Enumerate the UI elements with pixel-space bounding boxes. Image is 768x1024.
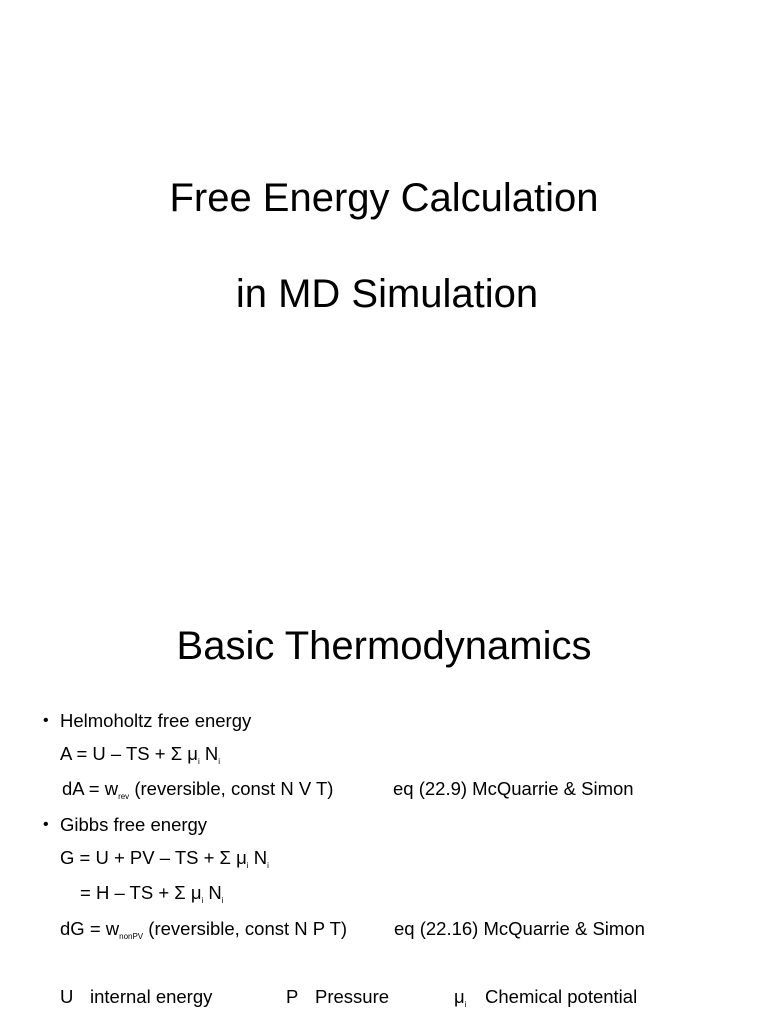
helmholtz-differential: [62, 778, 333, 800]
gibbs-heading: Gibbs free energy: [60, 814, 208, 835]
helmholtz-reference: eq (22.9) McQuarrie & Simon: [393, 778, 634, 799]
legend-p-symbol: P: [286, 986, 299, 1007]
helmholtz-eq-part: A = U – TS + Σ μ: [60, 743, 198, 764]
helmholtz-eq-sub: i: [218, 757, 221, 766]
helmholtz-diff-part: dA = w: [62, 778, 119, 799]
slide-basic-thermodynamics: [0, 560, 768, 1024]
legend-mu-symbol: [454, 986, 466, 1008]
title-line-2: in MD Simulation: [235, 272, 539, 316]
legend-u-label: internal energy: [90, 986, 213, 1007]
legend-p-label: Pressure: [315, 986, 390, 1007]
legend-mu-sub: i: [464, 1000, 467, 1009]
legend-u-symbol: U: [60, 986, 74, 1007]
helmholtz-heading: Helmoholtz free energy: [60, 710, 252, 731]
gibbs-reference: eq (22.16) McQuarrie & Simon: [394, 918, 645, 939]
gibbs-enthalpy-form: [80, 882, 224, 904]
gibbs-eq-part: N: [248, 847, 268, 868]
gibbs-diff-part: (reversible, const N P T): [143, 918, 348, 939]
gibbs-diff-sub: nonPV: [119, 932, 144, 941]
helmholtz-equation: [60, 743, 220, 765]
helmholtz-diff-part: (reversible, const N V T): [129, 778, 334, 799]
gibbs-eq-part: G = U + PV – TS + Σ μ: [60, 847, 247, 868]
gibbs-enthalpy-sub: i: [221, 896, 224, 905]
gibbs-enthalpy-part: N: [203, 882, 222, 903]
gibbs-enthalpy-sub: i: [201, 896, 204, 905]
gibbs-eq-sub: i: [267, 861, 269, 870]
gibbs-eq-sub: i: [246, 861, 249, 870]
helmholtz-eq-part: N: [199, 743, 219, 764]
title-line-1: Free Energy Calculation: [169, 176, 599, 220]
helmholtz-diff-sub: rev: [118, 792, 130, 801]
bullet-gibbs: •: [43, 816, 49, 833]
helmholtz-eq-sub: i: [197, 757, 200, 766]
gibbs-enthalpy-part: = H – TS + Σ μ: [80, 882, 202, 903]
gibbs-diff-part: dG = w: [60, 918, 120, 939]
bullet-helmholtz: •: [43, 712, 49, 729]
legend-mu-char: μ: [454, 986, 465, 1007]
gibbs-equation: [60, 847, 269, 869]
gibbs-differential: [60, 918, 347, 940]
section-title: Basic Thermodynamics: [176, 624, 592, 668]
legend-mu-label: Chemical potential: [485, 986, 638, 1007]
